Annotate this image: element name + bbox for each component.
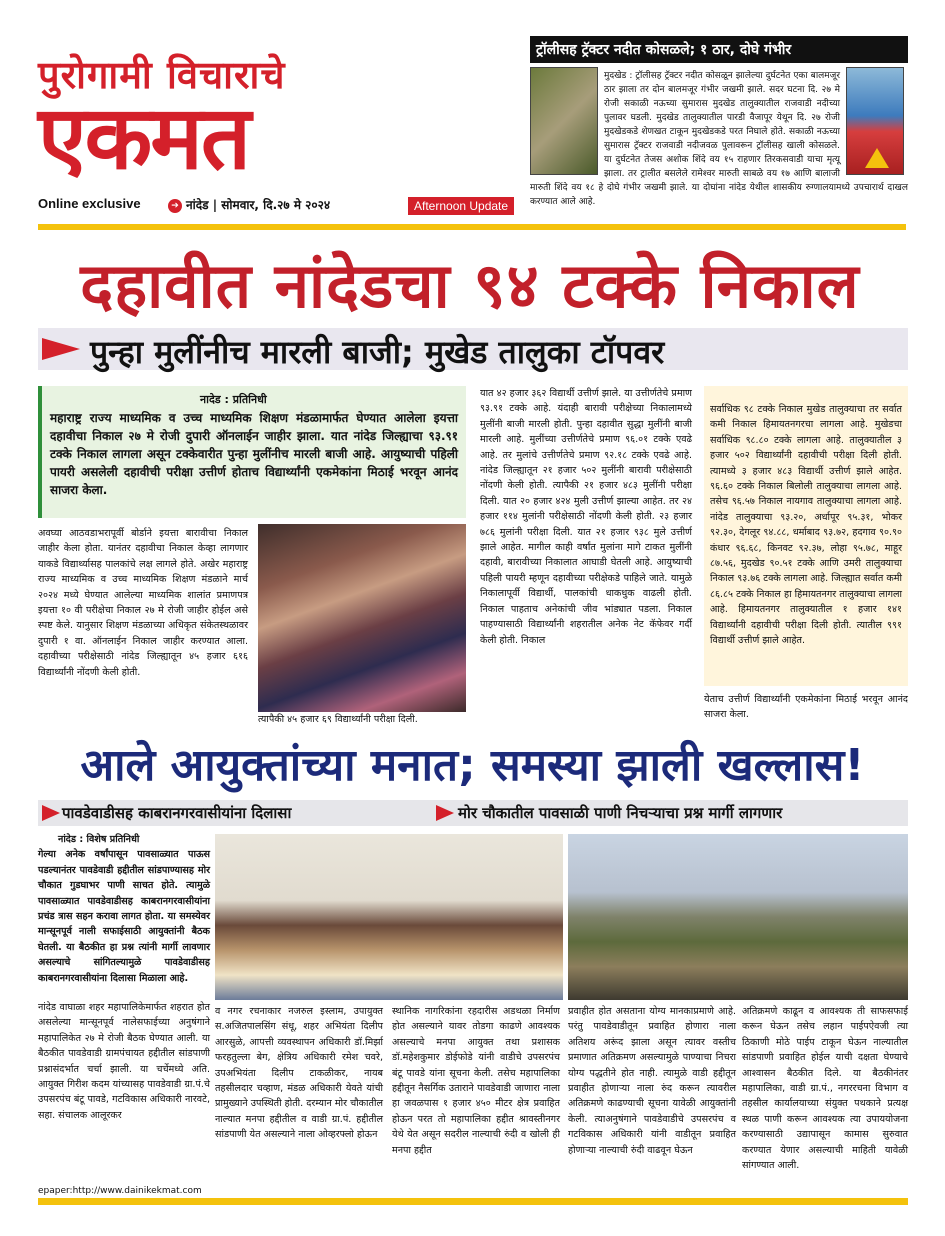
story2-headline: आले आयुक्तांच्या मनात; समस्या झाली खल्लास!	[80, 740, 865, 791]
story1-intro-box	[38, 386, 466, 518]
meeting-photo	[215, 834, 563, 1000]
story2-dateline: नांदेड : विशेष प्रतिनिधी	[58, 834, 140, 845]
students-celebration-photo	[258, 524, 466, 712]
update-badge: Afternoon Update	[408, 197, 514, 215]
masthead-tagline: पुरोगामी विचाराचे	[38, 52, 286, 97]
online-exclusive-label: Online exclusive	[38, 196, 141, 211]
brief-story	[530, 36, 908, 226]
story1-column-1-continued: त्यापैकी ४५ हजार ६९ विद्यार्थ्यांनी परीक्षा दिली.	[258, 714, 418, 725]
story2-column-e: प्रवाहीत होत असताना योग्य मानकाप्रमाणे आहे. परंतु पावडेवाडीतून प्रवाहित होणारा नाला अतिशय अरूंद झाला असून त्यावर वस्तीच प्रमाणात अतिक्रमण असल्यामुळे पाण्याचा निचरा योग्य पद्धतीने होत नाही. त्यामुळे वाडी हद्दीतून प्रवाहीत होणाऱ्या नाला रुंद करून त्यावरील अतिक्रमणे काढण्याची सूचना यावेळी आयुक्तांनी केली. त्याअनुषंगाने पावडेवाडीचे उपसरपंच व गटविकास अधिकारी यांनी वाडीतून प्रवाहित होणाऱ्या नाल्याची रुंदी वाढवून घेऊन	[568, 1006, 736, 1156]
triangle-bullet-icon	[42, 338, 80, 360]
story1-column-3: सर्वाधिक ९८ टक्के निकाल मुखेड तालुक्याचा तर सर्वात कमी निकाल हिमायतनगरचा लागला आहे. मुखेडचा सर्वाधिक ९८.८० टक्के लागला आहे. तालुक्यातील ३ हजार ५०२ विद्यार्थ्यांनी दहावीची परीक्षा दिली होती. त्यामध्ये ३ हजार ४८३ विद्यार्थी उत्तीर्ण झाले आहेत. ९६.६० टक्के निकाल बिलोली तालुक्याचा लागला आहे. तसेच ९६.५७ निकाल नायगाव तालुक्याचा लागला आहे. नांदेड तालुक्याचा ९३.२०, अर्धापूर ९५.३१, भोकर ९२.३०, देगलूर ९४.८८, धर्माबाद ९३.७२, हदगाव ९०.९० कंधार ९६.६८, किनवट ९२.३७, लोहा ९५.७८, माहूर ८७.५६, मुदखेड ९०.५१ टक्के आणि उमरी तालुक्याचा निकाल ९३.७६ टक्के लागला आहे. जिल्ह्यात सर्वात कमी ८६.८५ टक्के निकाल हा हिमायतनगर तालुक्याचा लागला आहे. हिमायतनगर तालुक्यातील १ हजार १४१ विद्यार्थ्यांनी दहावीची परीक्षा दिली होती. त्यातील ९९१ विद्यार्थी उत्तीर्ण झाले आहेत.	[704, 386, 908, 686]
story2-lead: गेल्या अनेक वर्षांपासून पावसाळ्यात पाऊस पडल्यानंतर पावडेवाडी हद्दीतील सांडपाण्यासह मोर चौकात गुडघाभर पाणी साचत होते. त्यामुळे पावसाळ्यात पावडेवाडीसह काबरानगरवासीयांना प्रचंड त्रास सहन करावा लागत होता. या समस्येवर मान्सूनपूर्व नाली सफाईसाठी आयुक्तांनी बैठक घेतली. या बैठकीत हा प्रश्न त्यांनी मार्गी लावणार असल्याचे सांगितल्यामुळे पावडेवाडीसह काबरानगरवासीयांना दिलासा मिळाला आहे.	[38, 849, 210, 984]
story1-column-1: अवघ्या आठवडाभरापूर्वी बोर्डाने इयत्ता बारावीचा निकाल जाहीर केला होता. यानंतर दहावीचा निकाल केव्हा लागणार याकडे विद्यार्थ्यासह पालकांचे लक्ष लागले होते. अखेर महाराष्ट्र राज्य माध्यमिक व उच्च माध्यमिक शिक्षण मंडळाने मार्च २०२४ मध्ये घेण्यात आलेल्या माध्यमिक शालांत प्रमाणपत्र इयत्ता १० वी परीक्षेचा निकाल २७ मे रोजी जाहीर होईल असे स्पष्ट केले. यानुसार शिक्षण मंडळाच्या अधिकृत संकेतस्थळावर दुपारी १ वा. ऑनलाईन निकाल जाहीर करण्यात आला. दहावीच्या परीक्षेसाठी नांदेड जिल्ह्यातून ४५ हजार ६१६ विद्यार्थ्यांनी नोंदणी केली होती.	[38, 528, 248, 678]
story2-subhead-right: मोर चौकातील पावसाळी पाणी निचऱ्याचा प्रश्न मार्गी लागणार	[458, 804, 783, 822]
story1-subhead-text: पुन्हा मुलींनीच मारली बाजी; मुखेड तालुका टॉपवर	[90, 333, 665, 371]
story2-column-b: नांदेड वाघाळा शहर महापालिकेमार्फत शहरात होत असलेल्या मान्सूनपूर्व नालेसफाईच्या अनुषंगाने महापालिकेत २७ मे रोजी बैठक घेण्यात आली. या बैठकीत पावडेवाडी ग्रामपंचायत हद्दीतील सांडपाणी प्रश्नासंदर्भात चर्चा झाली. या चर्चेमध्ये अति. आयुक्त गिरीश कदम यांच्यासह पावडेवाडी ग्रा.पं.चे उपसरपंच बंटू पावडे, गटविकास अधिकारी नारवटे, सहा. संचालक आलूरकर	[38, 1002, 210, 1121]
story2-column-c: व नगर रचनाकार नजरुल इस्लाम, उपायुक्त स.अजितपालसिंग संधू, शहर अभियंता दिलीप आरसुळे, आपत्ती व्यवस्थापन अधिकारी डॉ.मिर्झा फरहतुल्ला बेग, क्षेत्रिय अधिकारी रमेश चवरे, उपअभियंता दिलीप टाकळीकर, नायब तहसीलदार चव्हाण, मंडळ अधिकारी येवते यांची प्रामुख्याने उपस्थिती होती. दरम्यान मोर चौकातील नाल्यात मनपा हद्दीतील व वाडी ग्रा.पं. हद्दीतील सांडपाणी येत असल्याने नाला ओव्हरफ्लो होऊन	[215, 1006, 383, 1141]
story2-column-f: अतिक्रमणे काढून व आवश्यक ती साफसफाई करून घेऊन तसेच लहान पाईपऐवजी त्या ठिकाणी मोठे पाईप टाकून घेऊन नाल्यातील सांडपाणी प्रवाहित होईल याची दक्षता घेण्याचे आश्वासन बैठकीत दिले. या बैठकीनंतर महापालिका, वाडी ग्रा.पं., नगररचना विभाग व तहसील कार्यालयाच्या संयुक्त पथकाने प्रत्यक्ष स्थळ पाणी करून आवश्यक त्या उपाययोजना करण्यासाठी उद्यापासून कामास सुरुवात करण्यात येणार असल्याची माहिती यावेळी सांगण्यात आली.	[742, 1006, 908, 1172]
story2-subhead	[38, 800, 908, 826]
bottom-divider	[38, 1198, 908, 1205]
brief-headline: ट्रॉलीसह ट्रॅक्टर नदीत कोसळले; १ ठार, दोघे गंभीर	[530, 36, 908, 63]
brief-body: मुदखेड : ट्रॉलीसह ट्रॅक्टर नदीत कोसळून झालेल्या दुर्घटनेत एका बालमजूर ठार झाला तर दोन बालमजूर गंभीर जखमी झाले. सदर घटना दि. २७ मे रोजी सकाळी नऊच्या सुमारास मुदखेड तालुक्यातील राजवाडी नदीच्या पुलावर घडली. मुदखेड तालुक्यातील पारडी वैजापूर येथून दि. २७ रोजी मुदखेडकडे शेणखत टाकून मुदखेडकडे परत निघाले होते. सकाळी नऊच्या सुमारास ट्रॅक्टर राजवाडी नदीजवळ पुलावरून ट्रॉलीसह खाली कोसळले. या दुर्घटनेत तेजस अशोक शिंदे वय १५ राहणार तिरकसवाडी याचा मृत्यू झाला. तर ट्रालीत बसलेले रामेश्वर मारुती साबळे वय १७ आणि बालाजी मारुती शिंदे वय १८ हे दोघे गंभीर जखमी झाले. या दोघांना नांदेड येथील शासकीय रुग्णालयामध्ये उपचारार्थ दाखल करण्यात आले आहे.	[530, 71, 908, 207]
story1-intro: महाराष्ट्र राज्य माध्यमिक व उच्च माध्यमिक शिक्षण मंडळामार्फत घेण्यात आलेला इयत्ता दहावीचा निकाल २७ मे रोजी दुपारी ऑनलाईन जाहीर झाला. यात नांदेड जिल्ह्याचा ९३.९१ टक्के निकाल लागला असून टक्केवारीत पुन्हा मुलींनीच मारली बाजी आहे. आयुष्याची पहिली पायरी असलेली दहावीची परीक्षा उत्तीर्ण होताच विद्यार्थ्यांनी एकमेकांना मिठाई भरवून आनंद साजरा केला.	[50, 411, 458, 497]
warning-icon	[865, 148, 889, 168]
triangle-bullet-icon	[436, 805, 454, 821]
triangle-bullet-icon	[42, 805, 60, 821]
accident-photo	[530, 67, 598, 175]
story1-column-2: यात ४२ हजार ३६२ विद्यार्थी उत्तीर्ण झाले. या उत्तीर्णतेचे प्रमाण ९३.९१ टक्के आहे. यंदाही बारावी परीक्षेच्या निकालामध्ये मुलींनी बाजी मारली होती. पुन्हा दहावीत सुद्धा मुलींनी बाजी मारली आहे. मुलींच्या उत्तीर्णतेचे प्रमाण ९६.०१ टक्के एवढे आहे. तर मुलांचे उत्तीर्णतेचे प्रमाण ९२.१८ टक्के एवढे आहे. नांदेड जिल्ह्यातून २१ हजार ५०२ मुलींनी बारावी परीक्षेसाठी नोंदणी केली होती. त्यापैकी २१ हजार ४८३ मुलींनी परीक्षा दिली. यात २० हजार ४२४ मुली उत्तीर्ण झाल्या आहेत. तर २४ हजार ११४ मुलांनी परीक्षेसाठी नोंदणी केली होती. २३ हजार ७८६ मुलांनी परीक्षा दिली. यात २१ हजार ९३८ मुले उत्तीर्ण झाले आहेत. मागील काही वर्षांत मुलांना मागे टाकत मुलींनी दहावी, बारावीच्या निकालात आघाडी घेतली आहे. आयुष्याची पहिली पायरी म्हणून दहावीच्या परीक्षेकडे पाहिले जाते. यामुळे निकालापूर्वी विद्यार्थी, पालकांची धाकधुक वाढली होती. निकाल पाहताच अनेकांची जीव भांड्यात पडला. निकाल पाहण्यासाठी विद्यार्थ्यांनी शहरातील अनेक नेट कॅफेवर गर्दी केली होती. निकाल	[480, 388, 692, 646]
masthead-logo: एकमत	[38, 85, 250, 189]
story2-column-d: स्थानिक नागरिकांना रहदारीस अडथळा निर्माण होत असल्याने यावर तोडगा काढणे आवश्यक असल्याचे मनपा आयुक्त तथा प्रशासक डॉ.महेशकुमार डोईफोडे यांनी वाडीचे उपसरपंच बंटू पावडे यांना सूचना केली. तसेच महापालिका हद्दीतून नैसर्गिक उताराने पावडेवाडी जाणारा नाला हा जवळपास १ हजार ४५० मीटर क्षेत्र प्रवाहित होऊन परत तो महापालिका हद्दीत श्रावस्तीनगर येथे येत असून सदरील नाल्याची रुंदी व खोली ही मनपा हद्दीत	[392, 1006, 560, 1156]
story1-subhead	[38, 328, 908, 370]
story2-column-a	[38, 832, 210, 986]
dateline	[168, 196, 330, 213]
site-inspection-photo	[568, 834, 908, 1000]
story1-headline: दहावीत नांदेडचा ९४ टक्के निकाल	[80, 249, 860, 322]
dateline-text: नांदेड | सोमवार, दि.२७ मे २०२४	[186, 198, 331, 212]
epaper-link[interactable]: epaper:http://www.dainikekmat.com	[38, 1186, 202, 1196]
story1-dateline: नादेड : प्रतिनिधी	[200, 393, 267, 406]
story1-column-3-continued: येताच उत्तीर्ण विद्यार्थ्यांनी एकमेकांना मिठाई भरवून आनंद साजरा केला.	[704, 694, 908, 721]
arrow-right-icon: ➔	[168, 199, 182, 213]
story2-subhead-left: पावडेवाडीसह काबरानगरवासीयांना दिलासा	[62, 804, 292, 822]
victim-photo	[846, 67, 904, 175]
masthead	[38, 52, 383, 195]
